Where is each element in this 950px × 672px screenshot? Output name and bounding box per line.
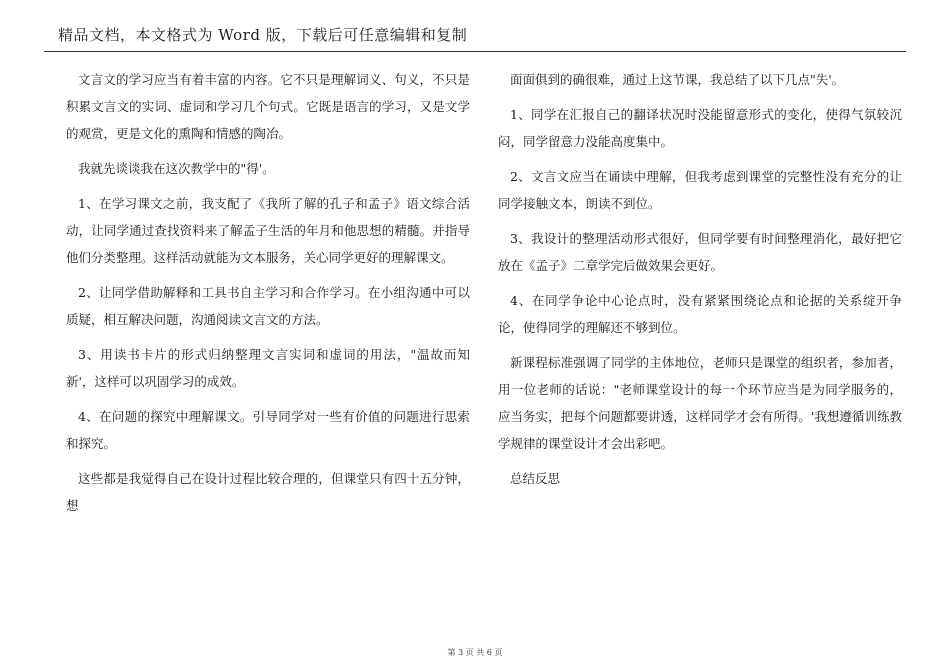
paragraph: 2、文言文应当在诵读中理解，但我考虑到课堂的完整性没有充分的让同学接触文本，朗读不到位。 [498, 169, 902, 211]
header-divider [44, 51, 906, 52]
paragraph: 4、在同学争论中心论点时，没有紧紧围绕论点和论据的关系绽开争论，使得同学的理解还不够到位。 [498, 293, 902, 335]
paragraph: 新课程标准强调了同学的主体地位，老师只是课堂的组织者，参加者，用一位老师的话说："老师课堂设计的每一个环节应当是为同学服务的，应当务实，把每个问题都要讲透，这样同学才会有所得。'我想遵循训练教学规律的课堂设计才会出彩吧。 [498, 355, 902, 451]
paragraph: 2、让同学借助解释和工具书自主学习和合作学习。在小组沟通中可以质疑，相互解决问题，沟通阅读文言文的方法。 [66, 285, 470, 327]
paragraph: 这些都是我觉得自己在设计过程比较合理的，但课堂只有四十五分钟，想 [66, 471, 470, 513]
paragraph: 3、用读书卡片的形式归纳整理文言实词和虚词的用法，"温故而知新'，这样可以巩固学习的成效。 [66, 347, 470, 389]
right-column [498, 66, 902, 500]
paragraph: 文言文的学习应当有着丰富的内容。它不只是理解词义、句义，不只是积累文言文的实词、虚词和学习几个句式。它既是语言的学习，又是文学的观赏，更是文化的熏陶和情感的陶冶。 [66, 72, 470, 141]
paragraph: 1、同学在汇报自己的翻译状况时没能留意形式的变化，使得气氛较沉闷，同学留意力没能高度集中。 [498, 107, 902, 149]
left-column [66, 66, 470, 527]
paragraph: 总结反思 [510, 471, 561, 486]
document-header: 精品文档，本文格式为 Word 版，下载后可任意编辑和复制 [58, 26, 468, 44]
page-number: 第 3 页 共 6 页 [447, 648, 503, 657]
paragraph: 3、我设计的整理活动形式很好，但同学要有时间整理消化，最好把它放在《孟子》二章学完后做效果会更好。 [498, 231, 902, 273]
paragraph: 4、在问题的探究中理解课文。引导同学对一些有价值的问题进行思索和探究。 [66, 409, 470, 451]
paragraph: 1、在学习课文之前，我支配了《我所了解的孔子和孟子》语文综合活动，让同学通过查找资料来了解孟子生活的年月和他思想的精髓。并指导他们分类整理。这样活动就能为文本服务，关心同学更好的理解课文。 [66, 196, 470, 265]
paragraph: 面面俱到的确很难，通过上这节课，我总结了以下几点"失'。 [510, 72, 845, 87]
paragraph: 我就先谈谈我在这次教学中的"得'。 [78, 161, 275, 176]
